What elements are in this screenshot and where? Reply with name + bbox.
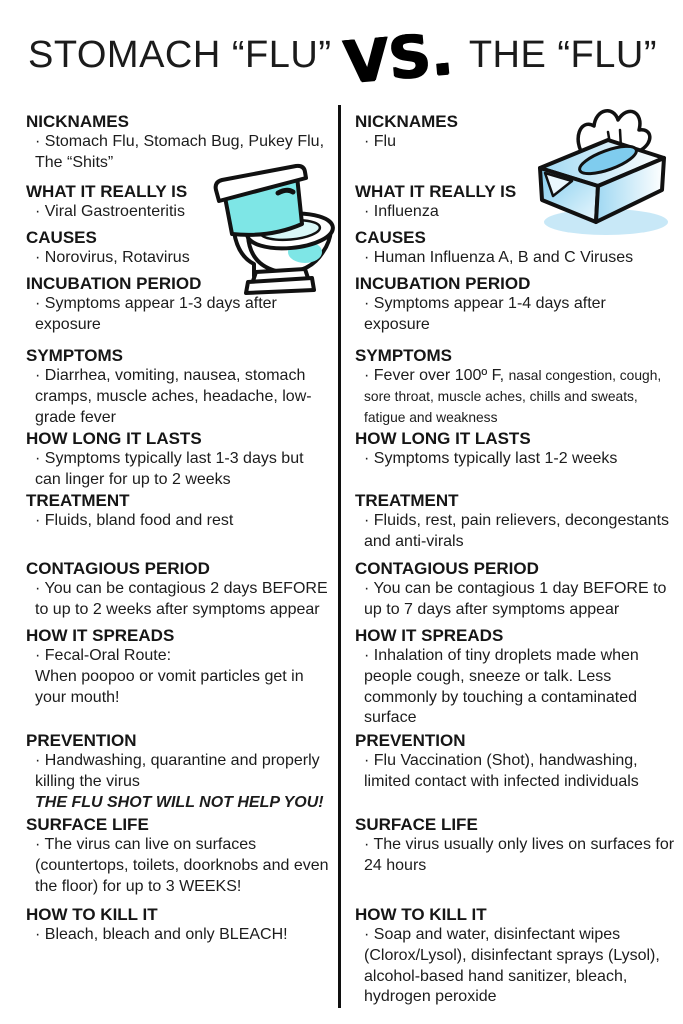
section-how-long-it-lasts <box>26 428 332 490</box>
section-symptoms <box>355 345 675 428</box>
section-heading: PREVENTION <box>355 731 466 750</box>
section-text: · Symptoms appear 1-3 days after exposure <box>35 295 277 333</box>
section-text: · Symptoms typically last 1-3 days but can linger for up to 2 weeks <box>35 450 304 488</box>
section-heading: HOW IT SPREADS <box>355 626 504 645</box>
flu-shot-warning: THE FLU SHOT WILL NOT HELP YOU! <box>35 793 324 811</box>
section-text: · You can be contagious 2 days BEFORE to up to 2 weeks after symptoms appear <box>35 580 328 618</box>
section-incubation-period <box>355 273 675 345</box>
section-heading: SURFACE LIFE <box>355 815 478 834</box>
section-how-it-spreads <box>355 625 675 730</box>
section-heading: HOW IT SPREADS <box>26 626 175 645</box>
section-text <box>355 366 675 428</box>
symptoms-lead: · Fever over 100º F, <box>364 367 509 384</box>
title-right: THE “FLU” <box>468 33 657 76</box>
section-heading: WHAT IT REALLY IS <box>355 182 517 201</box>
section-treatment <box>26 490 332 558</box>
section-heading: SURFACE LIFE <box>26 815 149 834</box>
section-text: · Norovirus, Rotavirus <box>35 249 190 266</box>
title <box>0 0 683 100</box>
section-heading: CONTAGIOUS PERIOD <box>355 559 539 578</box>
section-heading: SYMPTOMS <box>355 346 452 365</box>
section-text: · Flu <box>364 133 396 150</box>
section-text: · Viral Gastroenteritis <box>35 203 185 220</box>
section-heading: HOW LONG IT LASTS <box>355 429 531 448</box>
section-text: · The virus can live on surfaces (countertops, toilets, doorknobs and even the floor) for up to 3 WEEKS! <box>35 836 329 895</box>
section-text: · Soap and water, disinfectant wipes (Clorox/Lysol), disinfectant sprays (Lysol), alcohol-based hand sanitizer, bleach, hydrogen peroxide <box>364 926 660 1006</box>
section-how-to-kill-it <box>26 904 332 946</box>
title-left: STOMACH “FLU” <box>28 33 332 76</box>
section-heading: HOW TO KILL IT <box>355 905 487 924</box>
section-heading: HOW TO KILL IT <box>26 905 158 924</box>
section-text: · Inhalation of tiny droplets made when people cough, sneeze or talk. Less commonly by touching a contaminated surface <box>364 647 639 727</box>
section-treatment <box>355 490 675 558</box>
section-contagious-period <box>26 558 332 625</box>
section-heading: NICKNAMES <box>26 112 129 131</box>
section-surface-life <box>26 814 332 904</box>
section-text: · Fluids, rest, pain relievers, decongestants and anti-virals <box>364 512 670 550</box>
symptoms-detail: nasal congestion, cough, sore throat, muscle aches, chills and sweats, fatigue and weakness <box>364 368 662 425</box>
section-heading: CAUSES <box>26 228 97 247</box>
section-text: · The virus usually only lives on surfaces for 24 hours <box>364 836 675 874</box>
section-how-long-it-lasts <box>355 428 675 490</box>
section-prevention <box>26 730 332 814</box>
section-contagious-period <box>355 558 675 625</box>
section-heading: PREVENTION <box>26 731 137 750</box>
section-symptoms <box>26 345 332 428</box>
section-text: · Fluids, bland food and rest <box>35 512 234 529</box>
section-text: When poopoo or vomit particles get in your mouth! <box>35 667 304 706</box>
vs-mark: VS. <box>341 19 456 97</box>
section-text: · Handwashing, quarantine and properly killing the virus <box>35 752 320 790</box>
section-prevention <box>355 730 675 814</box>
section-text: · Diarrhea, vomiting, nausea, stomach cramps, muscle aches, headache, low-grade fever <box>35 367 312 426</box>
tissue-box-illustration <box>512 104 680 244</box>
section-heading: TREATMENT <box>355 491 459 510</box>
section-text: · Human Influenza A, B and C Viruses <box>364 249 634 266</box>
section-text: · Flu Vaccination (Shot), handwashing, limited contact with infected individuals <box>364 752 639 790</box>
section-surface-life <box>355 814 675 904</box>
section-heading: NICKNAMES <box>355 112 458 131</box>
section-text: · Stomach Flu, Stomach Bug, Pukey Flu, The “Shits” <box>35 133 325 171</box>
section-text: · Symptoms appear 1-4 days after exposure <box>364 295 606 333</box>
section-how-it-spreads <box>26 625 332 730</box>
section-heading: TREATMENT <box>26 491 130 510</box>
section-text: · Bleach, bleach and only BLEACH! <box>35 926 288 943</box>
section-text: · You can be contagious 1 day BEFORE to up to 7 days after symptoms appear <box>364 580 667 618</box>
section-heading: CONTAGIOUS PERIOD <box>26 559 210 578</box>
section-text: · Symptoms typically last 1-2 weeks <box>364 450 618 467</box>
section-text: · Fecal-Oral Route: <box>35 647 172 664</box>
section-heading: INCUBATION PERIOD <box>26 274 202 293</box>
section-heading: HOW LONG IT LASTS <box>26 429 202 448</box>
section-heading: SYMPTOMS <box>26 346 123 365</box>
section-heading: WHAT IT REALLY IS <box>26 182 188 201</box>
section-text: · Influenza <box>364 203 439 220</box>
section-heading: INCUBATION PERIOD <box>355 274 531 293</box>
toilet-illustration <box>204 160 338 298</box>
section-how-to-kill-it <box>355 904 675 1008</box>
section-heading: CAUSES <box>355 228 426 247</box>
